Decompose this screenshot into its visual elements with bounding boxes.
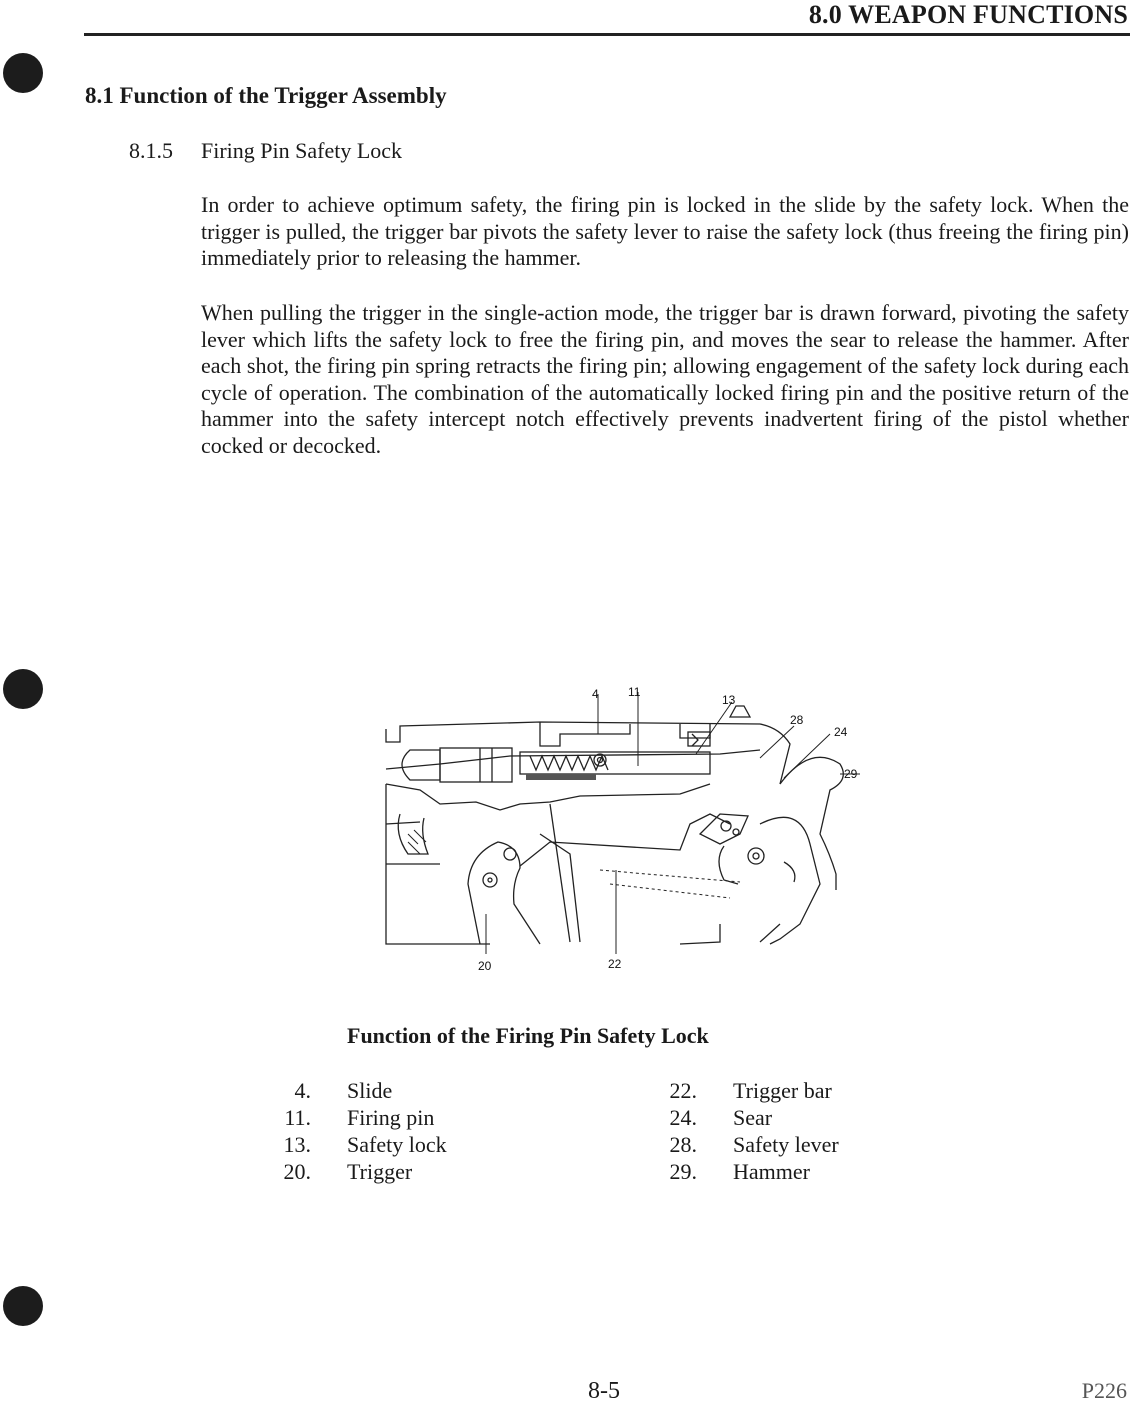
legend-item xyxy=(270,1158,447,1185)
paragraph-2: When pulling the trigger in the single-action mode, the trigger bar is drawn forward, pivoting the safety lever which lifts the safety lock to free the firing pin, and moves the sear to release the hammer. After each shot, the firing pin spring retracts the firing pin; allowing engagement of the safety lock during each cycle of operation. The combination of the automatically locked firing pin and the positive return of the hammer into the safety intercept notch effectively prevents inadvertent firing of the pistol whether cocked or decocked. xyxy=(201,300,1129,458)
safety-lock-shape xyxy=(730,706,750,717)
trigger-shape xyxy=(468,842,540,944)
callout-28: 28 xyxy=(790,713,804,727)
legend-number: 24. xyxy=(669,1105,697,1130)
legend-name: Trigger bar xyxy=(733,1078,832,1103)
subsection-number: 8.1.5 xyxy=(129,138,173,163)
legend-right xyxy=(656,1077,839,1185)
legend-name: Trigger xyxy=(347,1159,413,1184)
subsection-title: Firing Pin Safety Lock xyxy=(201,138,403,163)
binder-hole-bottom xyxy=(3,1286,43,1326)
callout-22: 22 xyxy=(608,957,622,971)
frame-outline xyxy=(386,784,710,810)
trigger-mechanism-drawing xyxy=(380,684,860,974)
subsection-heading xyxy=(129,138,402,164)
legend-number: 22. xyxy=(669,1078,697,1103)
legend-name: Sear xyxy=(733,1105,773,1130)
legend-number: 13. xyxy=(283,1132,311,1157)
chapter-header: 8.0 WEAPON FUNCTIONS xyxy=(808,0,1128,29)
callout-13: 13 xyxy=(722,693,736,707)
legend-item xyxy=(656,1131,839,1158)
legend-name: Slide xyxy=(347,1078,393,1103)
paragraph-1: In order to achieve optimum safety, the firing pin is locked in the slide by the safety lock. When the trigger is pulled, the trigger bar pivots the safety lever to raise the safety lock (thus freeing the firing pin) immediately prior to releasing the hammer. xyxy=(201,192,1129,270)
binder-hole-middle xyxy=(3,669,43,709)
hammer-shape xyxy=(780,757,843,890)
figure-caption: Function of the Firing Pin Safety Lock xyxy=(347,1023,709,1048)
legend-item xyxy=(270,1077,447,1104)
callout-11: 11 xyxy=(628,685,641,699)
section-heading: 8.1 Function of the Trigger Assembly xyxy=(85,83,447,108)
legend-item xyxy=(656,1104,839,1131)
firing-pin-spring xyxy=(530,756,608,770)
legend-number: 4. xyxy=(294,1078,311,1103)
legend-number: 11. xyxy=(284,1105,311,1130)
legend-left xyxy=(270,1077,447,1185)
callout-4: 4 xyxy=(592,687,599,701)
legend-name: Safety lever xyxy=(733,1132,839,1157)
callout-24: 24 xyxy=(834,725,848,739)
legend-name: Safety lock xyxy=(347,1132,447,1157)
safety-lever-shape xyxy=(700,814,748,844)
trigger-mechanism-figure xyxy=(380,684,860,974)
model-label: P226 xyxy=(1081,1378,1127,1403)
legend-item xyxy=(270,1131,447,1158)
page-number: 8-5 xyxy=(588,1378,620,1404)
header-rule xyxy=(84,33,1130,36)
legend-item xyxy=(270,1104,447,1131)
binder-hole-top xyxy=(3,53,43,93)
callout-20: 20 xyxy=(478,959,492,973)
trigger-bar-shape xyxy=(520,814,730,866)
legend-item xyxy=(656,1077,839,1104)
legend-number: 28. xyxy=(669,1132,697,1157)
callout-29: 29 xyxy=(844,767,858,781)
legend-number: 20. xyxy=(283,1159,311,1184)
legend-name: Hammer xyxy=(733,1159,810,1184)
legend-number: 29. xyxy=(669,1159,697,1184)
legend-item xyxy=(656,1158,839,1185)
legend-name: Firing pin xyxy=(347,1105,435,1130)
